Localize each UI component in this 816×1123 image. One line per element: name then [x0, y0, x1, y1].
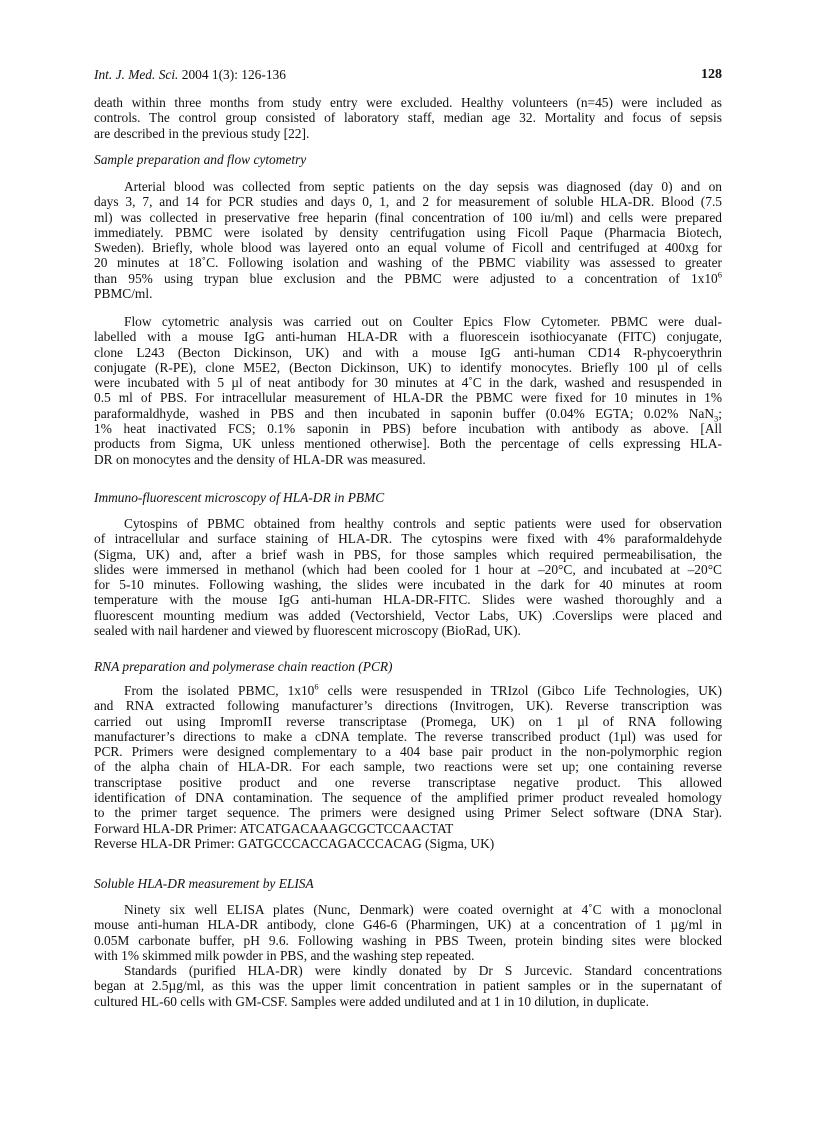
section-heading: Soluble HLA-DR measurement by ELISA: [94, 876, 314, 891]
text-line: products from Sigma, UK unless mentioned otherwise]. Both the percentage of cells expressing HLA-: [94, 436, 722, 452]
section-heading: Immuno-fluorescent microscopy of HLA-DR in PBMC: [94, 490, 385, 505]
text-line: fluorescent mounting medium was added (Vectorshield, Vector Labs, UK) .Coverslips were placed and: [94, 607, 722, 623]
text-line: days 3, 7, and 14 for PCR studies and days 0, 1, and 2 for measurement of soluble HLA-DR. Blood (7.5: [94, 194, 722, 210]
running-header: [94, 67, 722, 83]
paragraph: [94, 95, 722, 141]
text-line: DR on monocytes and the density of HLA-DR was measured.: [94, 451, 426, 467]
text-line: paraformaldhyde, washed in PBS and then incubated in saponin buffer (0.04% EGTA; 0.02% NaN$_3$;: [94, 405, 722, 424]
text-line: Flow cytometric analysis was carried out on Coulter Epics Flow Cytometer. PBMC were dual-: [124, 314, 722, 329]
text-line: than 95% using trypan blue exclusion and the PBMC were adjusted to a concentration of $1x10^6$: [94, 269, 722, 286]
text-line: 0.05M carbonate buffer, pH 9.6. Following washing in PBS Tween, protein binding sites were blocked: [94, 932, 722, 948]
text-line: to the primer target sequence. The primers were designed using Primer Select software (DNA Star).: [94, 805, 722, 821]
text-line: Arterial blood was collected from septic patients on the day sepsis was diagnosed (day 0) and on: [124, 179, 722, 194]
text-line: PBMC/ml.: [94, 286, 153, 302]
text-line: temperature with the mouse IgG anti-human HLA-DR-FITC. Slides were washed thoroughly and a: [94, 592, 722, 608]
text-line: for 5-10 minutes. Following washing, the slides were incubated in the dark for 40 minutes at room: [94, 577, 722, 593]
text-line: Ninety six well ELISA plates (Nunc, Denmark) were coated overnight at 4˚C with a monoclonal: [124, 902, 722, 917]
superscript: 6: [314, 681, 319, 692]
text-line: began at 2.5µg/ml, as this was the upper limit concentration in patient samples or in the supernatant of: [94, 978, 722, 994]
text-line: 1% heat inactivated FCS; 0.1% saponin in PBS) before incubation with antibody as above. [All: [94, 421, 722, 437]
text-line: From the isolated PBMC, $1x10^6$ cells were resuspended in TRIzol (Gibco Life Technologies, UK): [124, 681, 722, 698]
section-heading: Sample preparation and flow cytometry: [94, 152, 307, 167]
text-line: immediately. PBMC were isolated by density centrifugation using Ficoll Paque (Pharmacia Biotech,: [94, 224, 722, 240]
text-line: Cytospins of PBMC obtained from healthy controls and septic patients were used for observation: [124, 516, 722, 531]
text-line: 0.5 ml of PBS. For intracellular measurement of HLA-DR the PBMC were fixed for 10 minutes in 1%: [94, 390, 722, 406]
subscript: 3: [714, 413, 719, 424]
text-line: labelled with a mouse IgG anti-human HLA-DR with a fluorescein isothiocyanate (FITC) conjugate,: [94, 329, 722, 345]
section-heading: RNA preparation and polymerase chain reaction (PCR): [94, 659, 393, 674]
text-line: of the alpha chain of HLA-DR. For each sample, two reactions were set up; one containing reverse: [94, 759, 722, 775]
text-line: were incubated with 5 µl of neat antibody for 30 minutes at 4˚C in the dark, washed and resuspended in: [94, 375, 722, 391]
text-line: controls. The control group consisted of laboratory staff, median age 32. Mortality and focus of sepsis: [94, 110, 722, 126]
paragraph: [94, 683, 722, 851]
text-line: identification of DNA contamination. The sequence of the amplified primer product revealed homology: [94, 790, 722, 806]
text-line: carried out using ImpromII reverse transcriptase (Promega, UK) on 1 µl of RNA following: [94, 713, 722, 729]
text-line: cultured HL-60 cells with GM-CSF. Samples were added undiluted and at 1 in 10 dilution, in duplicate.: [94, 993, 649, 1009]
paragraph: [94, 516, 722, 638]
page-number: 128: [701, 67, 722, 82]
text-line: are described in the previous study [22].: [94, 125, 310, 141]
text-line: Sweden). Briefly, whole blood was layered onto an equal volume of Ficoll and centrifuged at 400xg for: [94, 240, 722, 256]
paragraph: [94, 902, 722, 963]
text-line: ml) was collected in preservative free heparin (final concentration of 100 iu/ml) and cells were prepared: [94, 209, 722, 225]
paragraph: [94, 179, 722, 301]
paragraph: [94, 963, 722, 1009]
superscript: 6: [717, 269, 722, 280]
citation: 2004 1(3): 126-136: [181, 67, 286, 82]
text-line: PCR. Primers were designed complementary to a 404 base pair product in the non-polymorphic region: [94, 744, 722, 760]
text-line: Standards (purified HLA-DR) were kindly donated by Dr S Jurcevic. Standard concentrations: [124, 963, 722, 978]
text-line: mouse anti-human HLA-DR antibody, clone G46-6 (Pharmingen, UK) at a concentration of 1 µg/ml in: [94, 917, 722, 933]
text-line: (Sigma, UK) and, after a brief wash in PBS, for those samples which required permeabilisation, the: [94, 546, 722, 562]
text-line: 20 minutes at 18˚C. Following isolation and washing of the PBMC viability was assessed to greater: [94, 255, 722, 271]
paragraph: [94, 314, 722, 467]
text-line: of intracellular and surface staining of HLA-DR. The cytospins were fixed with 4% paraformaldehyde: [94, 531, 722, 547]
text-line: with 1% skimmed milk powder in PBS, and the washing step repeated.: [94, 947, 475, 963]
journal-name: Int. J. Med. Sci.: [94, 67, 179, 82]
text-line: death within three months from study entry were excluded. Healthy volunteers (n=45) were included as: [94, 95, 722, 110]
text-line: conjugate (R-PE), clone M5E2, (Becton Dickinson, UK) to identify monocytes. Briefly 100 µl of cells: [94, 359, 722, 375]
text-line: transcriptase positive product and one reverse transcriptase negative product. This allowed: [94, 774, 722, 790]
text-line: slides were immersed in methanol (which had been cooled for 1 hour at –20°C, and incubated at –20°C: [94, 561, 722, 577]
text-line: clone L243 (Becton Dickinson, UK) and with a mouse IgG anti-human CD14 R-phycoerythrin: [94, 344, 722, 360]
text-line: and RNA extracted following manufacturer’s directions (Invitrogen, UK). Reverse transcription was: [94, 698, 722, 714]
text-line: Forward HLA-DR Primer: ATCATGACAAAGCGCTCCAACTAT: [94, 820, 454, 836]
text-line: Reverse HLA-DR Primer: GATGCCCACCAGACCCACAG (Sigma, UK): [94, 835, 495, 851]
text-line: sealed with nail hardener and viewed by fluorescent microscopy (BioRad, UK).: [94, 623, 521, 639]
text-line: manufacturer’s directions to make a cDNA template. The reverse transcribed product (1µl) was used for: [94, 728, 722, 744]
